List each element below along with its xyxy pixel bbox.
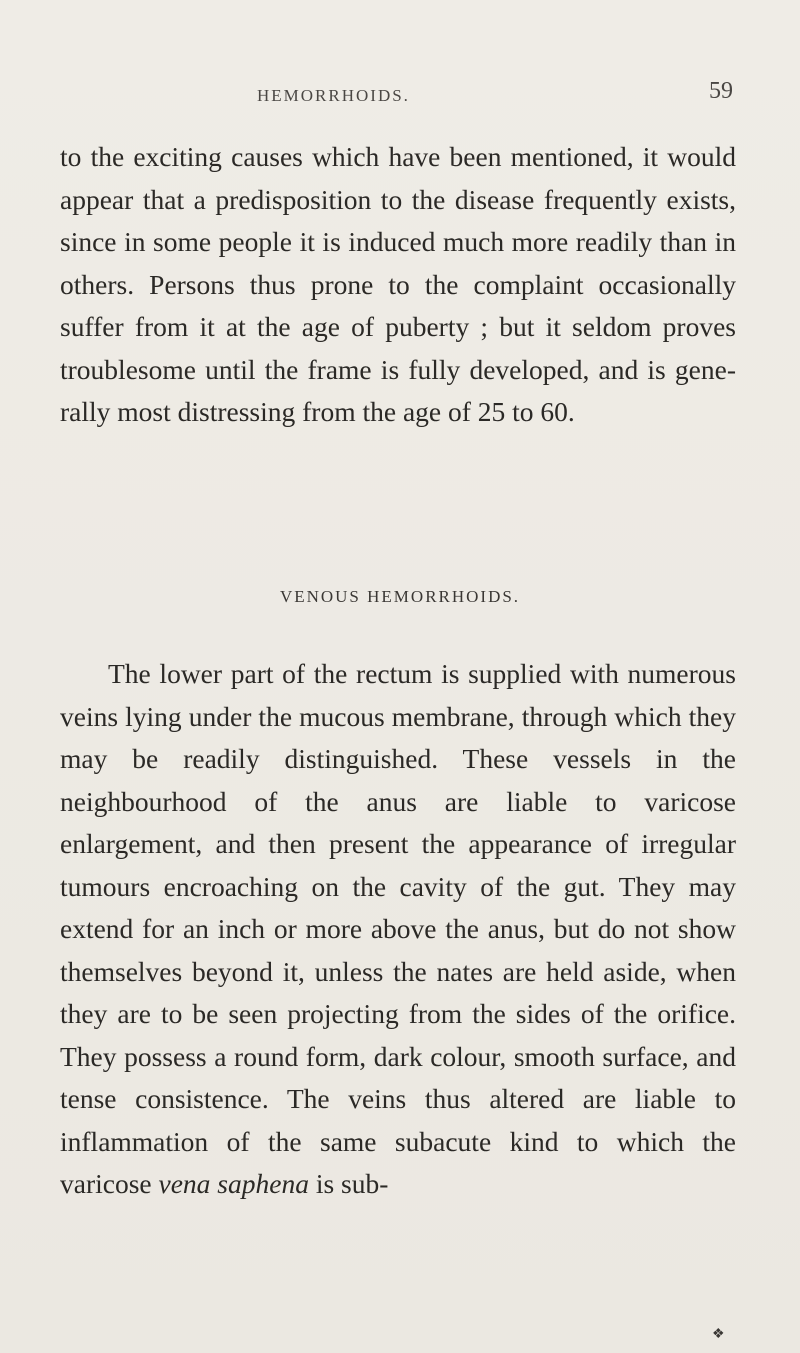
paragraph-2-italic-term: vena saphena (158, 1168, 309, 1199)
paragraph-2-text: The lower part of the rectum is supplied with numerous veins lying under the mucous membrane, through which they may be readily distinguished. These vessels in the neighbourhood of the anus are liable to varicose enlargement, and then present the appearance of irregular tumours encroaching on the cavity of the gut. They may extend for an inch or more above the anus, but do not show themselves beyond it, unless the nates are held aside, when they are to be seen projecting from the sides of the orifice. They possess a round form, dark colour, smooth surface, and tense consistence. The veins thus altered are liable to inflammation of the same subacute kind to which the varicose (60, 658, 736, 1199)
paragraph-2 (60, 653, 736, 1206)
ornament-icon: ❖ (712, 1327, 725, 1342)
running-head: HEMORRHOIDS. (257, 86, 410, 105)
paragraph-1: to the exciting causes which have been mentioned, it would appear that a predisposition to the disease frequently exists, since in some people it is induced much more readily than in others. Persons thus prone to the complaint occasionally suffer from it at the age of puberty ; but it seldom proves troublesome until the frame is fully developed, and is generally most distressing from the age of 25 to 60. (60, 141, 736, 427)
paragraph-2-tail: is sub- (308, 1168, 389, 1199)
section-heading: VENOUS HEMORRHOIDS. (279, 587, 521, 606)
page-number: 59 (709, 78, 733, 104)
